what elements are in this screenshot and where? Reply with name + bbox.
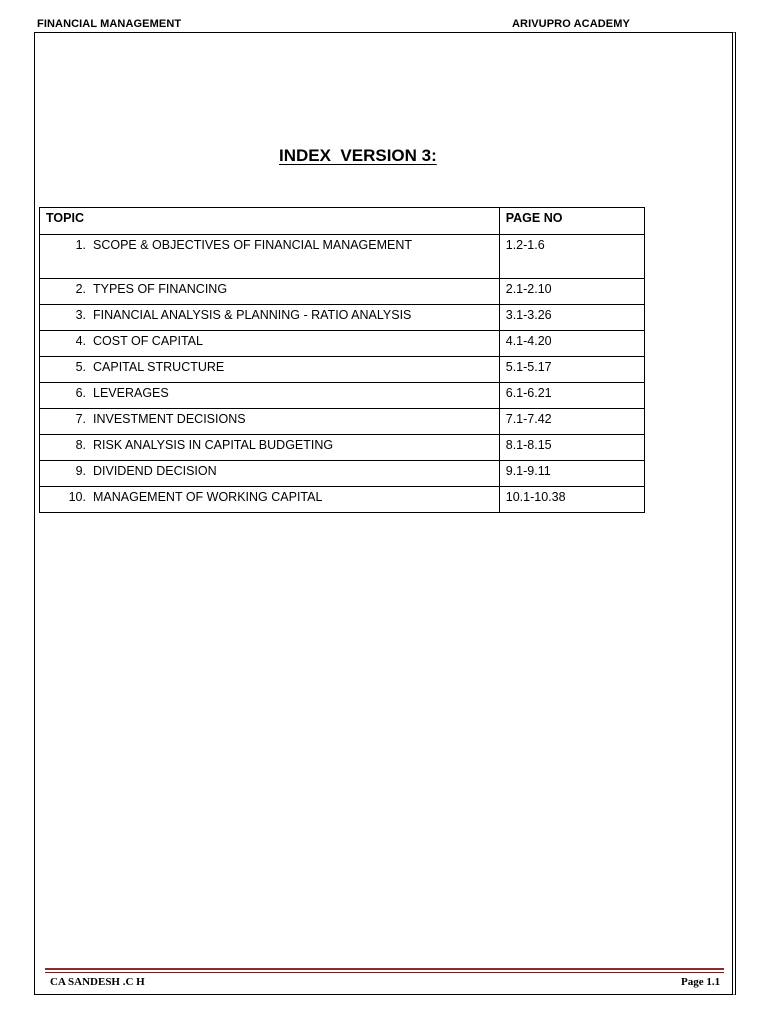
- topic-number: 2.: [75, 282, 86, 296]
- topic-name: COST OF CAPITAL: [93, 334, 203, 348]
- page-range: 4.1-4.20: [499, 331, 644, 357]
- topic-number: 6.: [75, 386, 86, 400]
- topic-number: 7.: [75, 412, 86, 426]
- topic-number: 5.: [75, 360, 86, 374]
- footer-rule-thin: [45, 972, 724, 973]
- topic-cell: [40, 305, 500, 331]
- topic-name: SCOPE & OBJECTIVES OF FINANCIAL MANAGEMENT: [93, 238, 413, 252]
- topic-number: 9.: [75, 464, 86, 478]
- page-range: 2.1-2.10: [499, 279, 644, 305]
- page-title: INDEX VERSION 3:: [279, 146, 437, 165]
- topic-number: 1.: [75, 238, 86, 252]
- page-range: 5.1-5.17: [499, 357, 644, 383]
- table-header-row: [40, 208, 645, 235]
- topic-cell: [40, 435, 500, 461]
- topic-number: 10.: [68, 490, 86, 504]
- topic-name: INVESTMENT DECISIONS: [93, 412, 246, 426]
- topic-cell: [40, 409, 500, 435]
- column-header-topic: TOPIC: [40, 208, 500, 235]
- page-range: 7.1-7.42: [499, 409, 644, 435]
- topic-cell: [40, 487, 500, 513]
- topic-name: FINANCIAL ANALYSIS & PLANNING - RATIO ANALYSIS: [93, 308, 412, 322]
- footer-author: CA SANDESH .C H: [50, 976, 145, 988]
- footer-rule: [45, 968, 724, 970]
- page-range: 10.1-10.38: [499, 487, 644, 513]
- page-range: 6.1-6.21: [499, 383, 644, 409]
- topic-number: 8.: [75, 438, 86, 452]
- table-row: [40, 279, 645, 305]
- table-row: [40, 487, 645, 513]
- page-range: 8.1-8.15: [499, 435, 644, 461]
- table-row: [40, 409, 645, 435]
- page-border: [34, 32, 736, 995]
- page-number: Page 1.1: [681, 976, 721, 988]
- topic-cell: [40, 235, 500, 279]
- page-range: 3.1-3.26: [499, 305, 644, 331]
- table-row: [40, 235, 645, 279]
- topic-number: 4.: [75, 334, 86, 348]
- page-range: 9.1-9.11: [499, 461, 644, 487]
- table-row: [40, 305, 645, 331]
- topic-name: RISK ANALYSIS IN CAPITAL BUDGETING: [93, 438, 334, 452]
- topic-name: LEVERAGES: [93, 386, 169, 400]
- topic-number: 3.: [75, 308, 86, 322]
- index-table: [39, 207, 645, 513]
- table-row: [40, 461, 645, 487]
- topic-cell: [40, 331, 500, 357]
- page-range: 1.2-1.6: [499, 235, 644, 279]
- topic-name: MANAGEMENT OF WORKING CAPITAL: [93, 490, 323, 504]
- topic-cell: [40, 383, 500, 409]
- table-row: [40, 435, 645, 461]
- topic-name: DIVIDEND DECISION: [93, 464, 217, 478]
- table-row: [40, 383, 645, 409]
- table-row: [40, 357, 645, 383]
- topic-cell: [40, 279, 500, 305]
- header-academy: ARIVUPRO ACADEMY: [512, 18, 630, 30]
- header-subject: FINANCIAL MANAGEMENT: [37, 18, 182, 30]
- table-row: [40, 331, 645, 357]
- topic-name: TYPES OF FINANCING: [93, 282, 228, 296]
- topic-cell: [40, 357, 500, 383]
- topic-cell: [40, 461, 500, 487]
- topic-name: CAPITAL STRUCTURE: [93, 360, 225, 374]
- column-header-page-no: PAGE NO: [499, 208, 644, 235]
